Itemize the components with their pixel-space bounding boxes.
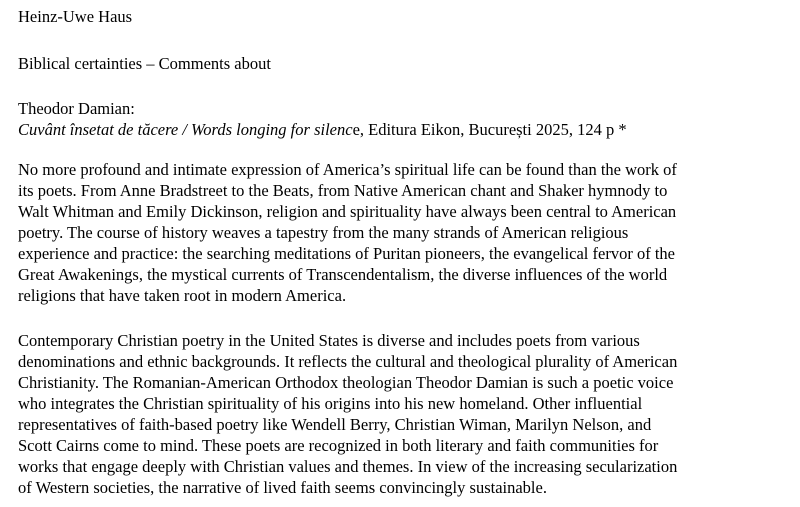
author-line: Heinz-Uwe Haus [18,7,133,26]
text-line: Scott Cairns come to mind. These poets are recognized in both literary and faith communities for [18,436,659,455]
book-title-line [18,119,790,140]
book-title-publisher: e, Editura Eikon, București 2025, 124 p * [352,120,627,139]
text-line: Walt Whitman and Emily Dickinson, religion and spirituality have always been central to American [18,202,677,221]
text-line: Great Awakenings, the mystical currents of Transcendentalism, the diverse influences of the world [18,265,668,284]
text-line: religions that have taken root in modern America. [18,286,347,305]
article-heading: Biblical certainties – Comments about [18,54,271,73]
text-line: representatives of faith-based poetry like Wendell Berry, Christian Wiman, Marilyn Nelson, and [18,415,652,434]
text-line: denominations and ethnic backgrounds. It reflects the cultural and theological plurality of American [18,352,678,371]
book-title-italic: Cuvânt însetat de tăcere / Words longing for silenc [18,120,353,139]
text-line: Contemporary Christian poetry in the United States is diverse and includes poets from various [18,331,640,350]
text-line: No more profound and intimate expression of America’s spiritual life can be found than the work of [18,160,677,179]
text-line: its poets. From Anne Bradstreet to the Beats, from Native American chant and Shaker hymnody to [18,181,668,200]
text-line: Christianity. The Romanian-American Orthodox theologian Theodor Damian is such a poetic voice [18,373,674,392]
paragraph-1 [18,159,790,306]
text-line: poetry. The course of history weaves a tapestry from the many strands of American religious [18,223,629,242]
text-line: of Western societies, the narrative of lived faith seems convincingly sustainable. [18,478,547,497]
paragraph-2 [18,330,790,498]
text-line: who integrates the Christian spirituality of his origins into his new homeland. Other influential [18,394,643,413]
text-line: works that engage deeply with Christian values and themes. In view of the increasing secularization [18,457,678,476]
text-line: experience and practice: the searching meditations of Puritan pioneers, the evangelical fervor of the [18,244,675,263]
book-reference-block [18,98,790,140]
review-subject-line: Theodor Damian: [18,99,135,118]
